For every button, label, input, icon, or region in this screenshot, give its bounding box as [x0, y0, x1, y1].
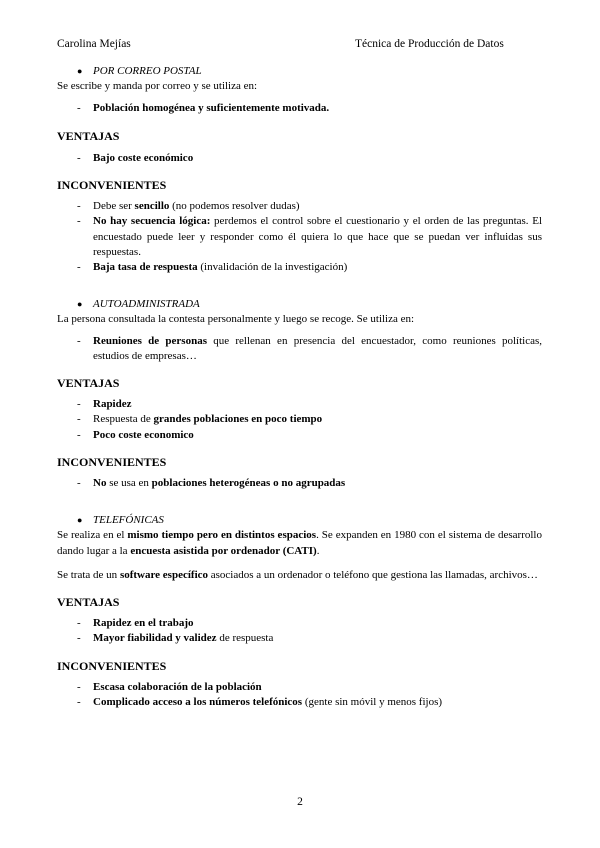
correo-ventajas-list — [57, 151, 542, 166]
list-item: - Rapidez en el trabajo — [77, 617, 194, 630]
page-content — [57, 64, 542, 710]
correo-use-list — [57, 101, 542, 116]
bullet-dot-icon: ● — [77, 515, 83, 526]
header-author: Carolina Mejías — [57, 38, 131, 50]
tel-paragraph-2: Se trata de un software específico asociados a un ordenador o teléfono que gestiona las llamadas, archivos… — [57, 568, 538, 581]
list-item: - No hay secuencia lógica: perdemos el control sobre el cuestionario y el orden de las preguntas. El encuestado puede leer y responder como él quiera lo que hace que se puedan ver influidas sus respuestas. — [77, 215, 542, 258]
tel-incon-list — [57, 680, 542, 710]
list-item: - Poco coste economico — [77, 428, 194, 441]
heading-ventajas: VENTAJAS — [57, 595, 120, 610]
page-number: 2 — [297, 796, 303, 808]
list-item: - Baja tasa de respuesta (invalidación de la investigación) — [77, 261, 348, 274]
auto-ventajas-list — [57, 397, 542, 443]
list-item: - No se usa en poblaciones heterogéneas o no agrupadas — [77, 477, 346, 490]
list-item: - Escasa colaboración de la población — [77, 680, 262, 693]
list-item: - Población homogénea y suficientemente motivada. — [77, 102, 330, 115]
bullet-dot-icon: ● — [77, 299, 83, 310]
section-title-tel: ● TELEFÓNICAS — [57, 513, 542, 528]
bullet-dot-icon: ● — [77, 66, 83, 76]
heading-inconvenientes: INCONVENIENTES — [57, 178, 167, 193]
heading-inconvenientes: INCONVENIENTES — [57, 658, 167, 673]
tel-paragraph-1: Se realiza en el mismo tiempo pero en distintos espacios. Se expanden en 1980 con el sistema de desarrollo dando lugar a la encuesta asistida por ordenador (CATI). — [57, 529, 542, 557]
section-title-auto: ● AUTOADMINISTRADA — [57, 297, 542, 312]
tel-ventajas-list — [57, 616, 542, 646]
correo-incon-list — [57, 199, 542, 275]
section-title-correo: ● POR CORREO POSTAL — [57, 64, 542, 79]
heading-ventajas: VENTAJAS — [57, 128, 120, 143]
auto-incon-list — [57, 476, 542, 491]
auto-use-list — [57, 334, 542, 364]
heading-ventajas: VENTAJAS — [57, 376, 120, 391]
list-item: - Debe ser sencillo (no podemos resolver dudas) — [77, 200, 300, 213]
list-item: - Respuesta de grandes poblaciones en poco tiempo — [77, 413, 323, 426]
list-item: - Mayor fiabilidad y validez de respuesta — [77, 632, 274, 645]
header-course: Técnica de Producción de Datos — [355, 38, 504, 50]
list-item: - Reuniones de personas que rellenan en presencia del encuestador, como reuniones políticas, estudios de empresas… — [77, 334, 543, 362]
list-item: - Rapidez — [77, 398, 132, 411]
list-item: - Bajo coste económico — [77, 151, 194, 164]
auto-intro: La persona consultada la contesta personalmente y luego se recoge. Se utiliza en: — [57, 313, 415, 326]
list-item: - Complicado acceso a los números telefónicos (gente sin móvil y menos fijos) — [77, 696, 443, 709]
correo-intro: Se escribe y manda por correo y se utiliza en: — [57, 80, 258, 93]
heading-inconvenientes: INCONVENIENTES — [57, 454, 167, 469]
